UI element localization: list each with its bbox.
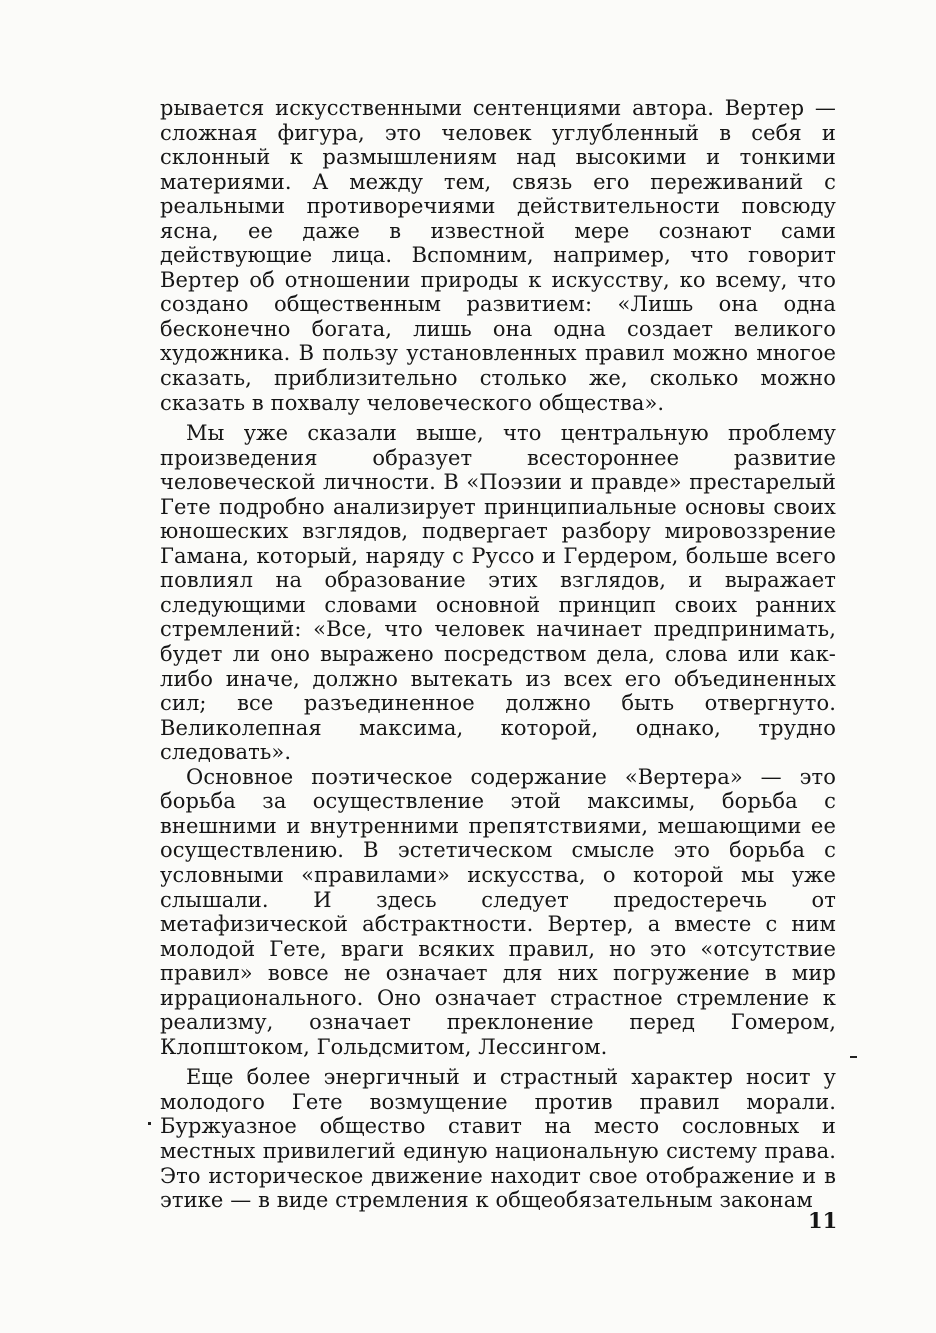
scan-speck <box>148 1122 151 1125</box>
body-text <box>160 96 836 1213</box>
page-number: 11 <box>808 1208 838 1233</box>
paragraph-2: Мы уже сказали выше, что центральную проблему произведения образует всестороннее развитие человеческой личности. В «Поэзии и правде» престарелый Гете подробно анализирует принципиальные основы своих юношеских взглядов, подвергает разбору мировоззрение Гамана, который, наряду с Руссо и Гердером, больше всего повлиял на образование этих взглядов, и выражает следующими словами основной принцип своих ранних стремлений: «Все, что человек начинает предпринимать, будет ли оно выражено посредством дела, слова или как-либо иначе, должно вытекать из всех его объединенных сил; все разъединенное должно быть отвергнуто. Великолепная максима, которой, однако, трудно следовать». <box>160 421 836 765</box>
paragraph-1: рывается искусственными сентенциями автора. Вертер — сложная фигура, это человек углубленный в себя и склонный к размышлениям над высокими и тонкими материями. А между тем, связь его переживаний с реальными противоречиями действительности повсюду ясна, ее даже в известной мере сознают сами действующие лица. Вспомним, например, что говорит Вертер об отношении природы к искусству, ко всему, что создано общественным развитием: «Лишь она одна бесконечно богата, лишь она одна создает великого художника. В пользу установленных правил можно многое сказать, приблизительно столько же, сколько можно сказать в похвалу человеческого общества». <box>160 96 836 415</box>
paragraph-3: Основное поэтическое содержание «Вертера» — это борьба за осуществление этой максимы, борьба с внешними и внутренними препятствиями, мешающими ее осуществлению. В эстетическом смысле это борьба с условными «правилами» искусства, о которой мы уже слышали. И здесь следует предостеречь от метафизической абстрактности. Вертер, а вместе с ним молодой Гете, враги всяких правил, но это «отсутствие правил» вовсе не означает для них погружение в мир иррационального. Оно означает страстное стремление к реализму, означает преклонение перед Гомером, Клопштоком, Гольдсмитом, Лессингом. <box>160 764 836 1059</box>
scan-speck <box>850 1056 857 1058</box>
paragraph-4: Еще более энергичный и страстный характер носит у молодого Гете возмущение против правил морали. Буржуазное общество ставит на место сословных и местных привилегий единую национальную систему права. Это историческое движение находит свое отображение и в этике — в виде стремления к общеобязательным законам <box>160 1065 836 1213</box>
